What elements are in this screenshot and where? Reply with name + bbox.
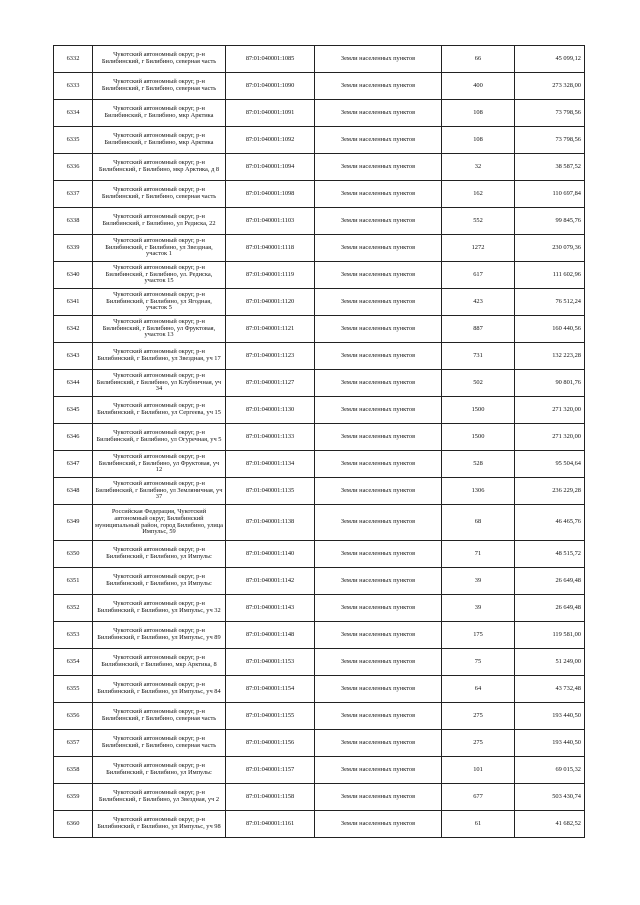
cadastral-number-cell: 87:01:040001:1092 — [226, 127, 315, 154]
land-category-cell: Земли населенных пунктов — [315, 811, 442, 838]
land-category-cell: Земли населенных пунктов — [315, 289, 442, 316]
land-category-cell: Земли населенных пунктов — [315, 181, 442, 208]
area-cell: 75 — [442, 649, 515, 676]
area-cell: 175 — [442, 622, 515, 649]
cadastral-number-cell: 87:01:040001:1161 — [226, 811, 315, 838]
land-category-cell: Земли населенных пунктов — [315, 622, 442, 649]
cadastral-number-cell: 87:01:040001:1157 — [226, 757, 315, 784]
cadastral-value-cell: 160 440,56 — [515, 316, 585, 343]
address-cell: Чукотский автономный округ, р-н Билибинский, г Билибино, ул Импульс, уч 89 — [93, 622, 226, 649]
cadastral-number-cell: 87:01:040001:1103 — [226, 208, 315, 235]
area-cell: 71 — [442, 541, 515, 568]
row-number: 6342 — [54, 316, 93, 343]
row-number: 6333 — [54, 73, 93, 100]
land-category-cell: Земли населенных пунктов — [315, 316, 442, 343]
area-cell: 66 — [442, 46, 515, 73]
table-row — [54, 784, 585, 811]
table-row — [54, 127, 585, 154]
cadastral-value-cell: 73 798,56 — [515, 100, 585, 127]
cadastral-number-cell: 87:01:040001:1156 — [226, 730, 315, 757]
address-cell: Чукотский автономный округ, р-н Билибинский, г Билибино, северная часть — [93, 46, 226, 73]
area-cell: 64 — [442, 676, 515, 703]
address-cell: Чукотский автономный округ, р-н Билибинский, г Билибино, мкр Арктика — [93, 100, 226, 127]
cadastral-number-cell: 87:01:040001:1098 — [226, 181, 315, 208]
area-cell: 162 — [442, 181, 515, 208]
cadastral-number-cell: 87:01:040001:1154 — [226, 676, 315, 703]
cadastral-number-cell: 87:01:040001:1091 — [226, 100, 315, 127]
address-cell: Чукотский автономный округ, р-н Билибинский, г Билибино, северная часть — [93, 181, 226, 208]
land-category-cell: Земли населенных пунктов — [315, 757, 442, 784]
address-cell: Чукотский автономный округ, р-н Билибинский, г Билибино, ул Импульс, уч 84 — [93, 676, 226, 703]
area-cell: 731 — [442, 343, 515, 370]
area-cell: 677 — [442, 784, 515, 811]
cadastral-number-cell: 87:01:040001:1148 — [226, 622, 315, 649]
row-number: 6348 — [54, 478, 93, 505]
cadastral-value-cell: 51 249,00 — [515, 649, 585, 676]
cadastral-number-cell: 87:01:040001:1134 — [226, 451, 315, 478]
row-number: 6335 — [54, 127, 93, 154]
row-number: 6332 — [54, 46, 93, 73]
row-number: 6359 — [54, 784, 93, 811]
cadastral-value-cell: 69 015,32 — [515, 757, 585, 784]
row-number: 6353 — [54, 622, 93, 649]
cadastral-value-cell: 193 440,50 — [515, 730, 585, 757]
row-number: 6336 — [54, 154, 93, 181]
address-cell: Чукотский автономный округ, р-н Билибинский, г Билибино, ул Сергеева, уч 15 — [93, 397, 226, 424]
land-category-cell: Земли населенных пунктов — [315, 730, 442, 757]
cadastral-value-cell: 193 440,50 — [515, 703, 585, 730]
table-row — [54, 370, 585, 397]
area-cell: 108 — [442, 100, 515, 127]
address-cell: Чукотский автономный округ, р-н Билибинский, г Билибино, ул Импульс — [93, 568, 226, 595]
row-number: 6349 — [54, 505, 93, 541]
land-category-cell: Земли населенных пунктов — [315, 100, 442, 127]
row-number: 6351 — [54, 568, 93, 595]
cadastral-value-cell: 271 320,00 — [515, 424, 585, 451]
table-row — [54, 811, 585, 838]
land-category-cell: Земли населенных пунктов — [315, 595, 442, 622]
land-category-cell: Земли населенных пунктов — [315, 208, 442, 235]
table-row — [54, 505, 585, 541]
cadastral-number-cell: 87:01:040001:1085 — [226, 46, 315, 73]
table-row — [54, 595, 585, 622]
table-row — [54, 235, 585, 262]
address-cell: Чукотский автономный округ, р-н Билибинский, г Билибино, ул Фруктовая, участок 13 — [93, 316, 226, 343]
cadastral-value-cell: 46 465,76 — [515, 505, 585, 541]
cadastral-value-cell: 271 320,00 — [515, 397, 585, 424]
cadastral-value-cell: 41 682,52 — [515, 811, 585, 838]
row-number: 6338 — [54, 208, 93, 235]
area-cell: 1306 — [442, 478, 515, 505]
area-cell: 275 — [442, 703, 515, 730]
cadastral-number-cell: 87:01:040001:1090 — [226, 73, 315, 100]
table-row — [54, 541, 585, 568]
address-cell: Чукотский автономный округ, р-н Билибинский, г Билибино, ул Импульс, уч 98 — [93, 811, 226, 838]
address-cell: Чукотский автономный округ, р-н Билибинский, г Билибино, мкр Арктика, д 8 — [93, 154, 226, 181]
land-category-cell: Земли населенных пунктов — [315, 73, 442, 100]
cadastral-value-cell: 76 512,24 — [515, 289, 585, 316]
cadastral-value-cell: 26 649,48 — [515, 568, 585, 595]
row-number: 6358 — [54, 757, 93, 784]
row-number: 6352 — [54, 595, 93, 622]
address-cell: Чукотский автономный округ, р-н Билибинский, г Билибино, северная часть — [93, 73, 226, 100]
address-cell: Чукотский автономный округ, р-н Билибинский, г Билибино, мкр Арктика — [93, 127, 226, 154]
address-cell: Чукотский автономный округ, р-н Билибинский, г Билибино, ул Импульс, уч 32 — [93, 595, 226, 622]
cadastral-value-cell: 236 229,28 — [515, 478, 585, 505]
area-cell: 528 — [442, 451, 515, 478]
land-category-cell: Земли населенных пунктов — [315, 649, 442, 676]
address-cell: Чукотский автономный округ, р-н Билибинский, г Билибино, ул Редиска, 22 — [93, 208, 226, 235]
area-cell: 423 — [442, 289, 515, 316]
area-cell: 61 — [442, 811, 515, 838]
cadastral-number-cell: 87:01:040001:1094 — [226, 154, 315, 181]
address-cell: Чукотский автономный округ, р-н Билибинский, г Билибино, ул Земляничная, уч 37 — [93, 478, 226, 505]
table-row — [54, 703, 585, 730]
address-cell: Чукотский автономный округ, р-н Билибинский, г Билибино, северная часть — [93, 703, 226, 730]
table-body — [54, 46, 585, 838]
row-number: 6343 — [54, 343, 93, 370]
cadastral-value-cell: 48 515,72 — [515, 541, 585, 568]
area-cell: 39 — [442, 568, 515, 595]
row-number: 6337 — [54, 181, 93, 208]
table-row — [54, 451, 585, 478]
land-category-cell: Земли населенных пунктов — [315, 451, 442, 478]
row-number: 6355 — [54, 676, 93, 703]
table-row — [54, 262, 585, 289]
address-cell: Чукотский автономный округ, р-н Билибинский, г Билибино, ул Импульс — [93, 541, 226, 568]
land-category-cell: Земли населенных пунктов — [315, 505, 442, 541]
cadastral-value-cell: 43 732,48 — [515, 676, 585, 703]
area-cell: 502 — [442, 370, 515, 397]
cadastral-value-cell: 99 845,76 — [515, 208, 585, 235]
row-number: 6354 — [54, 649, 93, 676]
address-cell: Чукотский автономный округ, р-н Билибинский, г Билибино, ул Звездная, уч 2 — [93, 784, 226, 811]
address-cell: Чукотский автономный округ, р-н Билибинский, г Билибино, ул Ягодная, участок 5 — [93, 289, 226, 316]
land-category-cell: Земли населенных пунктов — [315, 424, 442, 451]
cadastral-number-cell: 87:01:040001:1135 — [226, 478, 315, 505]
address-cell: Чукотский автономный округ, р-н Билибинский, г Билибино, ул Фруктовая, уч 12 — [93, 451, 226, 478]
table-row — [54, 154, 585, 181]
area-cell: 101 — [442, 757, 515, 784]
cadastral-value-cell: 73 798,56 — [515, 127, 585, 154]
cadastral-value-cell: 230 079,36 — [515, 235, 585, 262]
table-row — [54, 622, 585, 649]
area-cell: 617 — [442, 262, 515, 289]
land-category-cell: Земли населенных пунктов — [315, 676, 442, 703]
area-cell: 32 — [442, 154, 515, 181]
table-row — [54, 181, 585, 208]
land-category-cell: Земли населенных пунктов — [315, 343, 442, 370]
area-cell: 1500 — [442, 397, 515, 424]
row-number: 6356 — [54, 703, 93, 730]
table-row — [54, 478, 585, 505]
land-category-cell: Земли населенных пунктов — [315, 478, 442, 505]
cadastral-value-cell: 110 697,84 — [515, 181, 585, 208]
cadastral-value-cell: 90 801,76 — [515, 370, 585, 397]
cadastral-number-cell: 87:01:040001:1140 — [226, 541, 315, 568]
table-row — [54, 676, 585, 703]
land-plots-table — [53, 45, 585, 838]
cadastral-value-cell: 38 587,52 — [515, 154, 585, 181]
row-number: 6357 — [54, 730, 93, 757]
address-cell: Чукотский автономный округ, р-н Билибинский, г Билибино, ул Клубничная, уч 34 — [93, 370, 226, 397]
cadastral-number-cell: 87:01:040001:1138 — [226, 505, 315, 541]
cadastral-number-cell: 87:01:040001:1120 — [226, 289, 315, 316]
land-category-cell: Земли населенных пунктов — [315, 397, 442, 424]
address-cell: Российская Федерация, Чукотский автономный округ, Билибинский муниципальный район, город Билибино, улица Импульс, 59 — [93, 505, 226, 541]
table-row — [54, 289, 585, 316]
cadastral-number-cell: 87:01:040001:1155 — [226, 703, 315, 730]
cadastral-number-cell: 87:01:040001:1118 — [226, 235, 315, 262]
area-cell: 39 — [442, 595, 515, 622]
land-category-cell: Земли населенных пунктов — [315, 154, 442, 181]
row-number: 6344 — [54, 370, 93, 397]
land-category-cell: Земли населенных пунктов — [315, 784, 442, 811]
row-number: 6341 — [54, 289, 93, 316]
cadastral-number-cell: 87:01:040001:1127 — [226, 370, 315, 397]
land-category-cell: Земли населенных пунктов — [315, 703, 442, 730]
table-row — [54, 73, 585, 100]
table-row — [54, 100, 585, 127]
cadastral-number-cell: 87:01:040001:1130 — [226, 397, 315, 424]
land-category-cell: Земли населенных пунктов — [315, 46, 442, 73]
area-cell: 1272 — [442, 235, 515, 262]
table-row — [54, 730, 585, 757]
cadastral-number-cell: 87:01:040001:1123 — [226, 343, 315, 370]
cadastral-number-cell: 87:01:040001:1143 — [226, 595, 315, 622]
table-row — [54, 568, 585, 595]
row-number: 6347 — [54, 451, 93, 478]
cadastral-number-cell: 87:01:040001:1121 — [226, 316, 315, 343]
row-number: 6340 — [54, 262, 93, 289]
row-number: 6360 — [54, 811, 93, 838]
address-cell: Чукотский автономный округ, р-н Билибинский, г Билибино, мкр Арктика, 8 — [93, 649, 226, 676]
land-category-cell: Земли населенных пунктов — [315, 568, 442, 595]
cadastral-value-cell: 119 581,00 — [515, 622, 585, 649]
table-row — [54, 343, 585, 370]
cadastral-value-cell: 95 504,64 — [515, 451, 585, 478]
cadastral-value-cell: 45 099,12 — [515, 46, 585, 73]
table-row — [54, 208, 585, 235]
cadastral-number-cell: 87:01:040001:1119 — [226, 262, 315, 289]
row-number: 6345 — [54, 397, 93, 424]
address-cell: Чукотский автономный округ, р-н Билибинский, г Билибино, ул. Редиска, участок 15 — [93, 262, 226, 289]
land-category-cell: Земли населенных пунктов — [315, 127, 442, 154]
cadastral-number-cell: 87:01:040001:1142 — [226, 568, 315, 595]
table-row — [54, 757, 585, 784]
address-cell: Чукотский автономный округ, р-н Билибинский, г Билибино, ул Огуречная, уч 5 — [93, 424, 226, 451]
cadastral-number-cell: 87:01:040001:1133 — [226, 424, 315, 451]
table-row — [54, 424, 585, 451]
table-row — [54, 397, 585, 424]
address-cell: Чукотский автономный округ, р-н Билибинский, г Билибино, ул Звездная, уч 17 — [93, 343, 226, 370]
area-cell: 400 — [442, 73, 515, 100]
cadastral-value-cell: 111 602,96 — [515, 262, 585, 289]
cadastral-value-cell: 273 328,00 — [515, 73, 585, 100]
land-category-cell: Земли населенных пунктов — [315, 541, 442, 568]
row-number: 6346 — [54, 424, 93, 451]
area-cell: 1500 — [442, 424, 515, 451]
cadastral-value-cell: 132 223,28 — [515, 343, 585, 370]
cadastral-value-cell: 26 649,48 — [515, 595, 585, 622]
area-cell: 552 — [442, 208, 515, 235]
row-number: 6339 — [54, 235, 93, 262]
cadastral-value-cell: 503 430,74 — [515, 784, 585, 811]
land-category-cell: Земли населенных пунктов — [315, 262, 442, 289]
cadastral-number-cell: 87:01:040001:1158 — [226, 784, 315, 811]
address-cell: Чукотский автономный округ, р-н Билибинский, г Билибино, ул Звездная, участок 1 — [93, 235, 226, 262]
area-cell: 68 — [442, 505, 515, 541]
row-number: 6350 — [54, 541, 93, 568]
table-row — [54, 316, 585, 343]
area-cell: 108 — [442, 127, 515, 154]
address-cell: Чукотский автономный округ, р-н Билибинский, г Билибино, ул Импульс — [93, 757, 226, 784]
land-category-cell: Земли населенных пунктов — [315, 370, 442, 397]
area-cell: 887 — [442, 316, 515, 343]
address-cell: Чукотский автономный округ, р-н Билибинский, г Билибино, северная часть — [93, 730, 226, 757]
document-page — [53, 45, 584, 838]
area-cell: 275 — [442, 730, 515, 757]
table-row — [54, 46, 585, 73]
cadastral-number-cell: 87:01:040001:1153 — [226, 649, 315, 676]
row-number: 6334 — [54, 100, 93, 127]
land-category-cell: Земли населенных пунктов — [315, 235, 442, 262]
table-row — [54, 649, 585, 676]
